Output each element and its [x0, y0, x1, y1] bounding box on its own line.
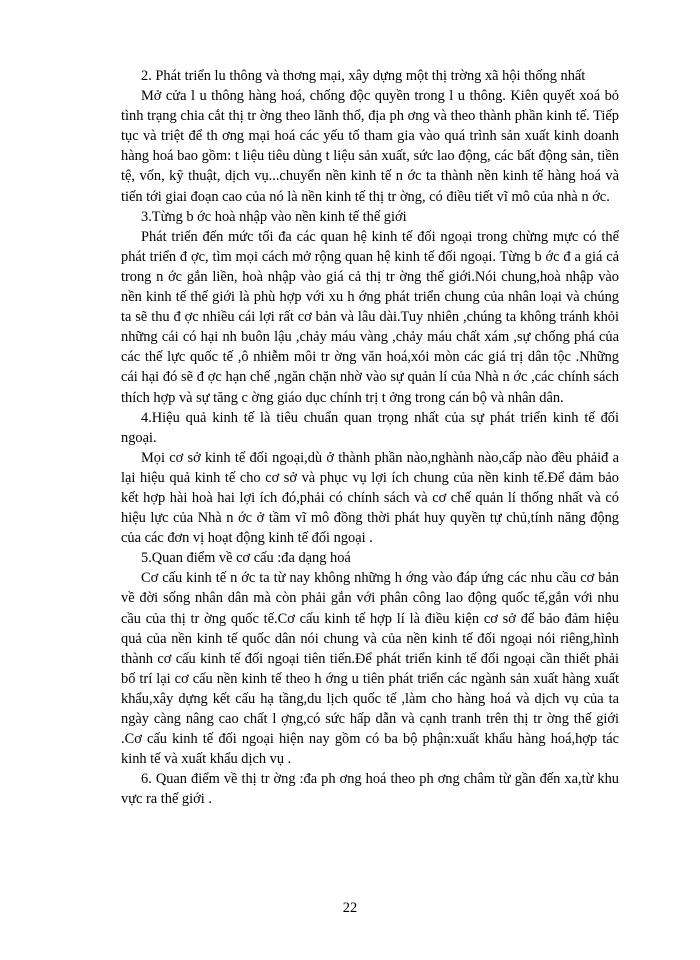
section-heading-4: 4.Hiệu quả kinh tế là tiêu chuẩn quan trọng nhất của sự phát triển kinh tế đối ngoại.: [121, 409, 619, 446]
paragraph-structure: Cơ cấu kinh tế n ớc ta từ nay không những h ớng vào đáp ứng các nhu cầu cơ bản về đời sống nhân dân mà còn phải gắn với phân công lao động quốc tế,gắn với nhu cầu của thị tr ờng quốc tế.Cơ cấu kinh tế hợp lí là điều kiện cơ sở để bảo đảm hiệu quả của nền kinh tế quốc dân nói chung và của nền kinh tế đối ngoại nói riêng,hình thành cơ cấu kinh tế đối ngoại tiên tiến.Để phát triển kinh tế đối ngoại cần thiết phải bố trí lại cơ cấu nền kinh tế theo h ớng u tiên phát triển các ngành sản xuất hàng xuất khẩu,xây dựng kết cấu hạ tầng,du lịch quốc tế ,làm cho hàng hoá và dịch vụ của ta ngày càng nâng cao chất l ợng,có sức hấp dẫn và cạnh tranh trên thị tr ờng thế giới .Cơ cấu kinh tế đối ngoại hiện nay gồm có ba bộ phận:xuất khẩu hàng hoá,hợp tác kinh tế và xuất khẩu dịch vụ .: [121, 570, 619, 768]
section-heading-2: 2. Phát triển lu thông và thơng mại, xây dựng một thị trờng xã hội thống nhất: [141, 68, 586, 84]
paragraph-integration: Phát triển đến mức tối đa các quan hệ kinh tế đối ngoại trong chừng mực có thể phát triển đ ợc, tìm mọi cách mở rộng quan hệ kinh tế đối ngoại. Từng b ớc đ a giá cả trong n ớc gắn liền, hoà nhập vào giá cả thị tr ờng thế giới.Nói chung,hoà nhập vào nền kinh tế thế giới là phù hợp với xu h ớng phát triển chung của nhân loại và chúng ta sẽ thu đ ợc nhiều cái lợi rất cơ bản và lâu dài.Tuy nhiên ,chúng ta không tránh khỏi những cái có hại nh buôn lậu ,chảy máu vàng ,chảy máu chất xám ,sự chống phá của các thế lực quốc tế ,ô nhiễm môi tr ờng văn hoá,xói mòn các giá trị dân tộc .Những cái hại đó sẽ đ ợc hạn chế ,ngăn chặn nhờ vào sự quản lí của Nhà n ớc ,các chính sách thích hợp và sự tăng c ờng giáo dục chính trị t ởng trong cán bộ và nhân dân.: [121, 228, 619, 406]
section-heading-3: 3.Từng b ớc hoà nhập vào nền kinh tế thế giới: [141, 208, 407, 225]
page-number: 22: [342, 900, 358, 916]
section-heading-6: 6. Quan điểm về thị tr ờng :đa ph ơng hoá theo ph ơng châm từ gần đến xa,từ khu vực ra thế giới .: [121, 771, 619, 808]
document-body: [121, 66, 619, 809]
section-heading-5: 5.Quan điểm về cơ cấu :đa dạng hoá: [141, 550, 351, 567]
paragraph-efficiency: Mọi cơ sở kinh tế đối ngoại,dù ở thành phần nào,nghành nào,cấp nào đều phảiđ a lại hiệu quả kinh tế cho cơ sở và phục vụ lợi ích chung của nền kinh tế.Để đảm bảo kết hợp hài hoà hai lợi ích đó,phải có chính sách và cơ chế quản lí thống nhất và có hiệu lực của Nhà n ớc ở tầm vĩ mô đồng thời phát huy quyền tự chủ,tính năng động của các đơn vị hoạt động kinh tế đối ngoại .: [121, 449, 619, 547]
paragraph-circulation: Mở cửa l u thông hàng hoá, chống độc quyền trong l u thông. Kiên quyết xoá bỏ tình trạng chia cắt thị tr ờng theo lãnh thổ, địa ph ơng và theo thành phần kinh tế. Tiếp tục và triệt để th ơng mại hoá các yếu tố tham gia vào quá trình sản xuất kinh doanh hàng hoá bao gồm: t liệu tiêu dùng t liệu sản xuất, sức lao động, các bất động sản, tiền tệ, vốn, kỹ thuật, dịch vụ...chuyển nền kinh tế n ớc ta thành nền kinh tế hàng hoá và tiến tới giai đoạn cao của nó là nền kinh tế thị tr ờng, có điều tiết vĩ mô của nhà n ớc.: [121, 88, 619, 205]
